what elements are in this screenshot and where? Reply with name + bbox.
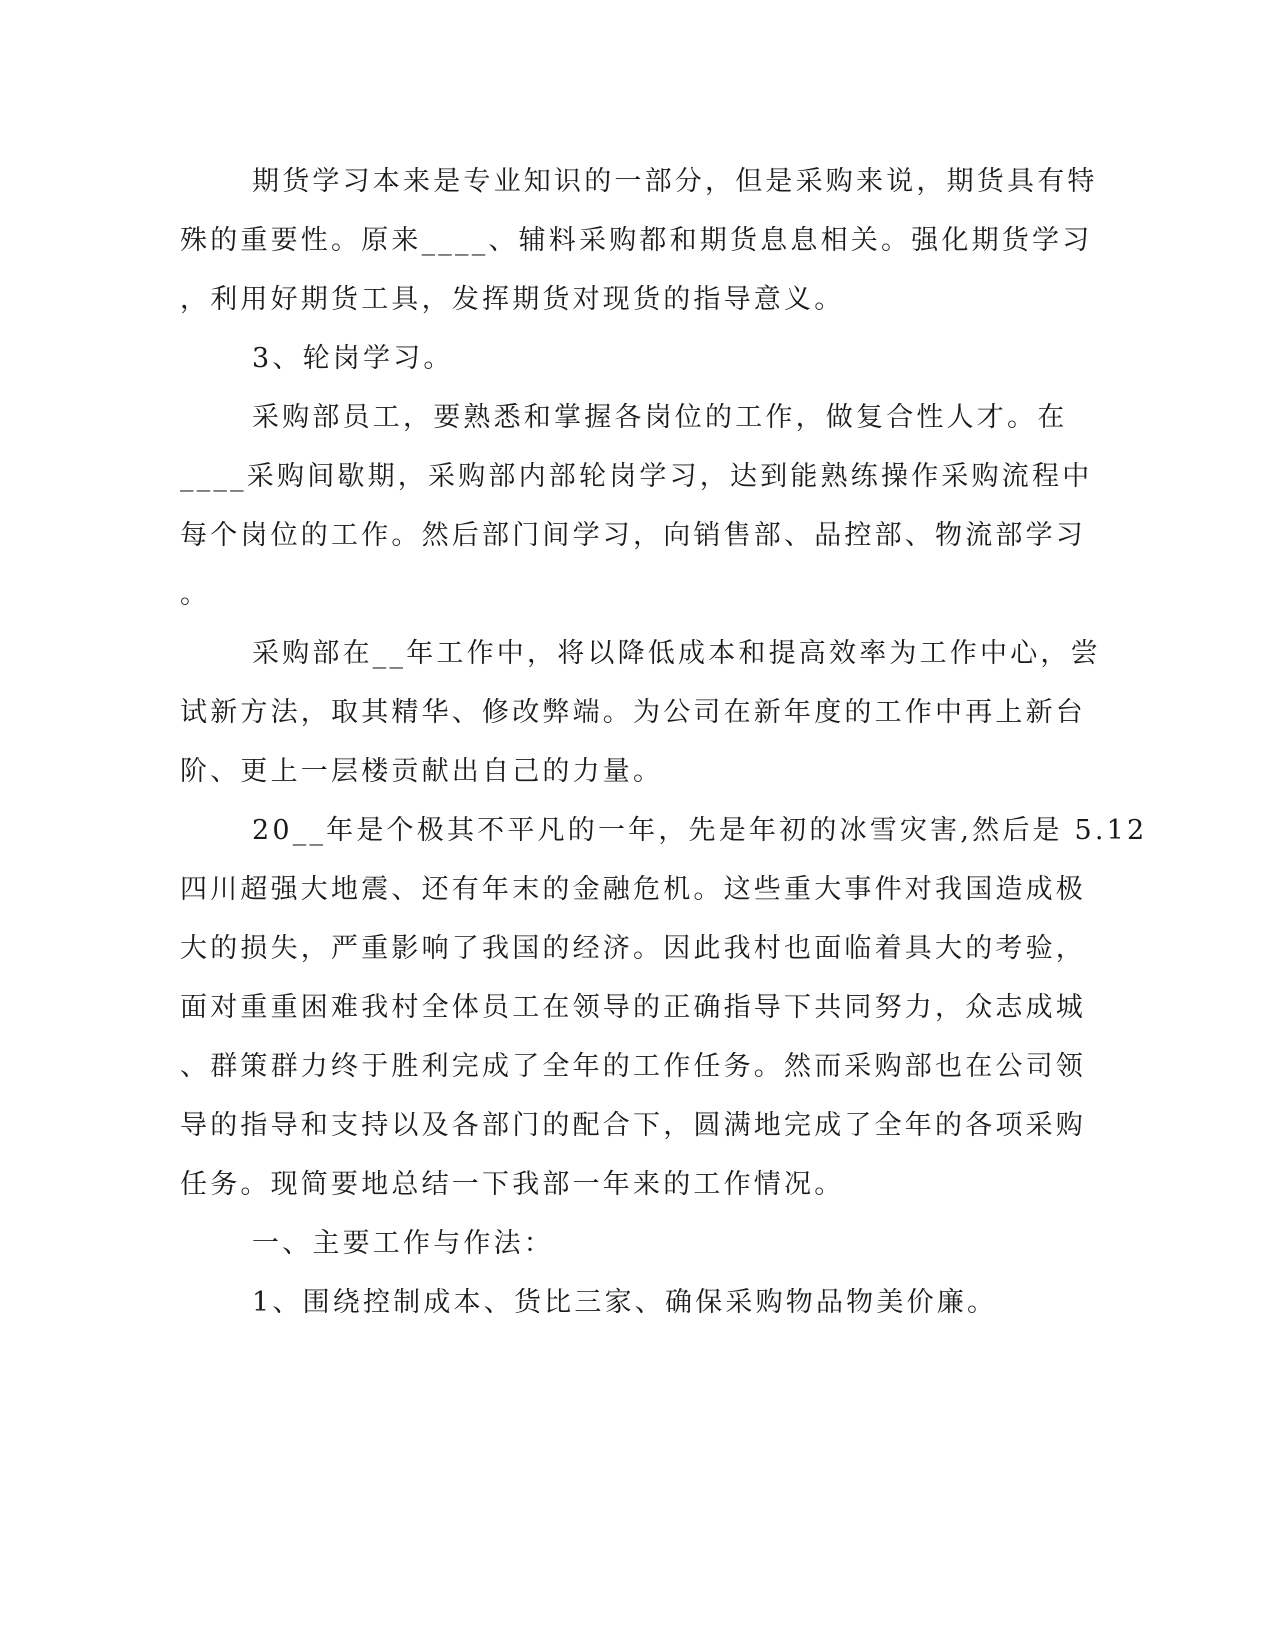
text-line: 20__年是个极其不平凡的一年，先是年初的冰雪灾害,然后是 5.12 (252, 815, 1148, 846)
text-line: 1、围绕控制成本、货比三家、确保采购物品物美价廉。 (252, 1287, 998, 1318)
text-line: ，利用好期货工具，发挥期货对现货的指导意义。 (180, 284, 845, 315)
text-line: 任务。现简要地总结一下我部一年来的工作情况。 (180, 1169, 845, 1200)
text-line: 面对重重困难我村全体员工在领导的正确指导下共同努力，众志成城 (180, 992, 1086, 1023)
text-line: 每个岗位的工作。然后部门间学习，向销售部、品控部、物流部学习 (180, 520, 1086, 551)
text-line: 期货学习本来是专业知识的一部分，但是采购来说，期货具有特 (252, 166, 1098, 197)
section-heading: 3、轮岗学习。 (252, 343, 454, 374)
text-line: 试新方法，取其精华、修改弊端。为公司在新年度的工作中再上新台 (180, 697, 1086, 728)
text-line: 阶、更上一层楼贡献出自己的力量。 (180, 756, 664, 787)
text-line: 导的指导和支持以及各部门的配合下，圆满地完成了全年的各项采购 (180, 1110, 1086, 1141)
text-line: 。 (180, 579, 211, 610)
text-line: 殊的重要性。原来____、辅料采购都和期货息息相关。强化期货学习 (180, 225, 1093, 256)
text-line: 大的损失，严重影响了我国的经济。因此我村也面临着具大的考验， (180, 933, 1086, 964)
text-line: 采购部在__年工作中，将以降低成本和提高效率为工作中心，尝 (252, 638, 1101, 669)
text-line: 四川超强大地震、还有年末的金融危机。这些重大事件对我国造成极 (180, 874, 1086, 905)
text-line: 采购部员工，要熟悉和掌握各岗位的工作，做复合性人才。在 (252, 402, 1068, 433)
section-heading: 一、主要工作与作法： (252, 1228, 554, 1259)
text-line: ____采购间歇期，采购部内部轮岗学习，达到能熟练操作采购流程中 (180, 461, 1093, 492)
text-line: 、群策群力终于胜利完成了全年的工作任务。然而采购部也在公司领 (180, 1051, 1086, 1082)
